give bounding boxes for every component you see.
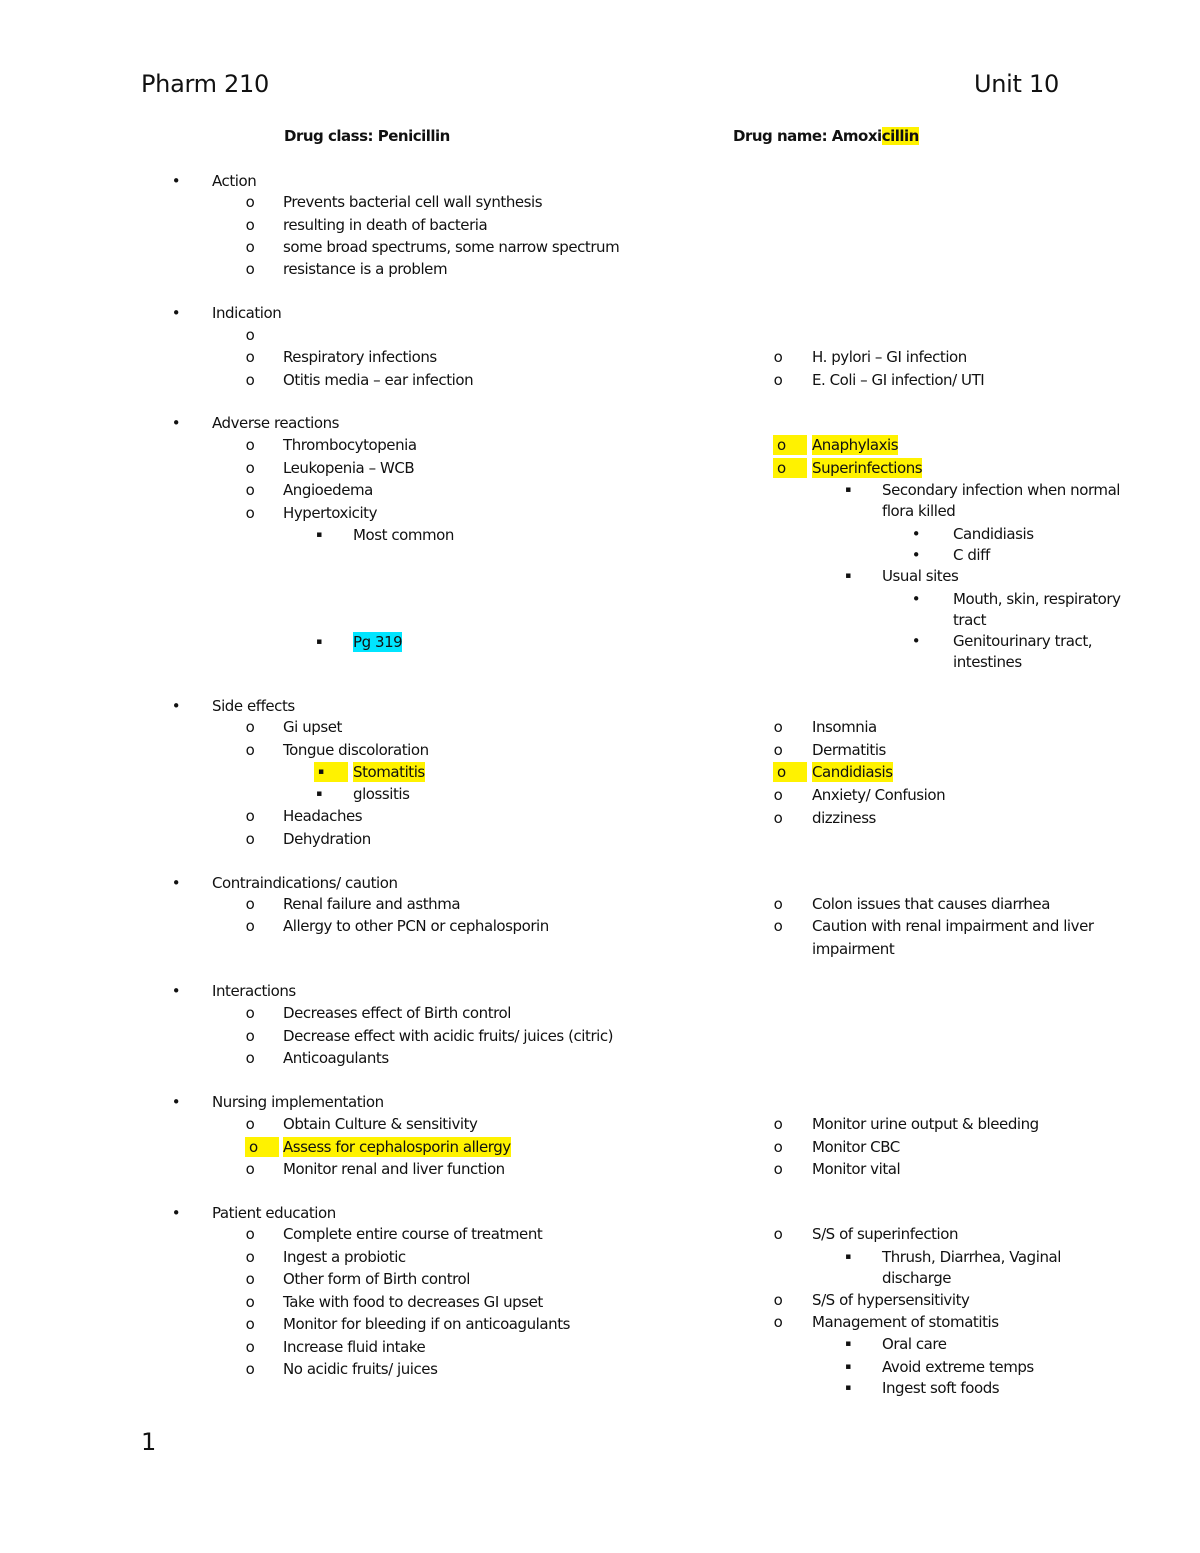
circle-bullet-icon: o <box>773 458 807 478</box>
list-item <box>0 631 1200 651</box>
circle-bullet-icon: o <box>245 741 255 759</box>
list-item-text: Monitor urine output & bleeding <box>812 1115 1039 1133</box>
circle-bullet-icon: o <box>773 895 783 913</box>
list-item-text: Leukopenia – WCB <box>283 459 415 477</box>
unit-title: Unit 10 <box>974 70 1059 98</box>
list-item <box>0 1357 1200 1377</box>
list-item-text: glossitis <box>353 785 410 803</box>
circle-bullet-icon: o <box>773 718 783 736</box>
list-item <box>0 545 1200 565</box>
list-item-text: Monitor for bleeding if on anticoagulants <box>283 1315 570 1333</box>
list-item-text: H. pylori – GI infection <box>812 348 967 366</box>
list-item-text: Take with food to decreases GI upset <box>283 1293 543 1311</box>
square-bullet-icon: ▪ <box>845 485 851 495</box>
list-item-text: Complete entire course of treatment <box>283 1225 543 1243</box>
list-item <box>0 1003 1200 1023</box>
list-item-text: Genitourinary tract, <box>953 632 1093 650</box>
bullet-icon: • <box>911 546 921 564</box>
circle-bullet-icon: o <box>245 436 255 454</box>
list-item <box>0 589 1200 609</box>
list-item-text: tract <box>953 611 987 629</box>
square-bullet-icon: ▪ <box>316 530 322 540</box>
list-item-text: Thrombocytopenia <box>283 436 417 454</box>
list-item-text: Decrease effect with acidic fruits/ juices (citric) <box>283 1027 614 1045</box>
circle-bullet-icon: o <box>773 435 807 455</box>
circle-bullet-icon: o <box>245 807 255 825</box>
bullet-icon: • <box>911 525 921 543</box>
list-item-text: dizziness <box>812 809 876 827</box>
circle-bullet-icon: o <box>773 371 783 389</box>
square-bullet-icon: ▪ <box>316 789 322 799</box>
circle-bullet-icon: o <box>773 741 783 759</box>
list-item-text: Oral care <box>882 1335 947 1353</box>
list-item-text: Headaches <box>283 807 363 825</box>
list-item <box>0 939 1200 959</box>
list-item <box>0 610 1200 630</box>
list-item <box>0 1290 1200 1310</box>
list-item <box>0 1334 1200 1354</box>
list-item <box>0 1026 1200 1046</box>
list-item-text: Respiratory infections <box>283 348 437 366</box>
circle-bullet-icon: o <box>245 718 255 736</box>
drug-name-highlight: cillin <box>881 127 919 145</box>
list-item-text: Nursing implementation <box>212 1093 384 1111</box>
list-item <box>0 347 1200 367</box>
list-item <box>0 762 1200 782</box>
list-item-text: E. Coli – GI infection/ UTI <box>812 371 985 389</box>
circle-bullet-icon: o <box>245 1004 255 1022</box>
bullet-icon: • <box>171 1204 181 1222</box>
list-item-text: Allergy to other PCN or cephalosporin <box>283 917 549 935</box>
list-item-text: Dehydration <box>283 830 371 848</box>
square-bullet-icon: ▪ <box>845 1383 851 1393</box>
circle-bullet-icon: o <box>773 762 807 782</box>
circle-bullet-icon: o <box>773 348 783 366</box>
list-item <box>0 981 1200 1001</box>
list-item-text: resistance is a problem <box>283 260 448 278</box>
list-item-text: some broad spectrums, some narrow spectrum <box>283 238 620 256</box>
list-item <box>0 1159 1200 1179</box>
list-item <box>0 873 1200 893</box>
circle-bullet-icon: o <box>773 1115 783 1133</box>
list-item <box>0 717 1200 737</box>
list-item-text: Secondary infection when normal <box>882 481 1121 499</box>
list-item-text: Otitis media – ear infection <box>283 371 474 389</box>
list-item <box>0 501 1200 521</box>
list-item <box>0 1048 1200 1068</box>
drug-class: Drug class: Penicillin <box>284 127 450 145</box>
bullet-icon: • <box>171 697 181 715</box>
list-item-text: resulting in death of bacteria <box>283 216 488 234</box>
list-item <box>0 1114 1200 1134</box>
circle-bullet-icon: o <box>245 1115 255 1133</box>
circle-bullet-icon: o <box>773 1138 783 1156</box>
list-item <box>0 171 1200 191</box>
list-item-text: Increase fluid intake <box>283 1338 426 1356</box>
circle-bullet-icon: o <box>245 1027 255 1045</box>
list-item <box>0 696 1200 716</box>
list-item-text: Most common <box>353 526 454 544</box>
list-item-text: Anaphylaxis <box>812 436 899 454</box>
circle-bullet-icon: o <box>773 786 783 804</box>
list-item <box>0 652 1200 672</box>
square-bullet-icon: ▪ <box>316 637 322 647</box>
square-bullet-icon: ▪ <box>845 1252 851 1262</box>
circle-bullet-icon: o <box>773 809 783 827</box>
bullet-icon: • <box>911 590 921 608</box>
list-item-text: Monitor vital <box>812 1160 901 1178</box>
list-item-text: Indication <box>212 304 282 322</box>
list-item-text: Other form of Birth control <box>283 1270 470 1288</box>
circle-bullet-icon: o <box>245 1248 255 1266</box>
list-item-text: Decreases effect of Birth control <box>283 1004 511 1022</box>
circle-bullet-icon: o <box>245 830 255 848</box>
drug-name-prefix: Drug name: Amoxi <box>733 127 882 145</box>
list-item-text: Avoid extreme temps <box>882 1358 1034 1376</box>
square-bullet-icon: ▪ <box>845 1362 851 1372</box>
circle-bullet-icon: o <box>245 917 255 935</box>
list-item-text: impairment <box>812 940 895 958</box>
list-item <box>0 259 1200 279</box>
bullet-icon: • <box>171 1093 181 1111</box>
list-item <box>0 435 1200 455</box>
bullet-icon: • <box>171 982 181 1000</box>
list-item <box>0 413 1200 433</box>
circle-bullet-icon: o <box>245 1160 255 1178</box>
circle-bullet-icon: o <box>773 917 783 935</box>
list-item-text: Usual sites <box>882 567 959 585</box>
list-item-text: S/S of superinfection <box>812 1225 959 1243</box>
bullet-icon: • <box>171 304 181 322</box>
list-item-text: Colon issues that causes diarrhea <box>812 895 1050 913</box>
list-item-text: Monitor renal and liver function <box>283 1160 505 1178</box>
list-item-text: Side effects <box>212 697 295 715</box>
list-item-text: Gi upset <box>283 718 342 736</box>
list-item-text: Anxiety/ Confusion <box>812 786 946 804</box>
list-item-text: No acidic fruits/ juices <box>283 1360 438 1378</box>
list-item <box>0 1137 1200 1157</box>
list-item-text: discharge <box>882 1269 952 1287</box>
circle-bullet-icon: o <box>773 1313 783 1331</box>
list-item <box>0 785 1200 805</box>
list-item <box>0 1247 1200 1267</box>
square-bullet-icon: ▪ <box>845 571 851 581</box>
list-item <box>0 894 1200 914</box>
course-title: Pharm 210 <box>141 70 269 98</box>
list-item-text: Management of stomatitis <box>812 1313 999 1331</box>
circle-bullet-icon: o <box>245 238 255 256</box>
list-item <box>0 916 1200 936</box>
list-item <box>0 1378 1200 1398</box>
circle-bullet-icon: o <box>773 1160 783 1178</box>
list-item-text: Hypertoxicity <box>283 504 378 522</box>
list-item-text: Dermatitis <box>812 741 886 759</box>
list-item-text: Angioedema <box>283 481 373 499</box>
list-item <box>0 1092 1200 1112</box>
list-item <box>0 1224 1200 1244</box>
bullet-icon: • <box>171 172 181 190</box>
page-number: 1 <box>141 1428 157 1456</box>
circle-bullet-icon: o <box>773 1291 783 1309</box>
list-item <box>0 1203 1200 1223</box>
circle-bullet-icon: o <box>245 1225 255 1243</box>
list-item-text: Prevents bacterial cell wall synthesis <box>283 193 543 211</box>
circle-bullet-icon: o <box>245 348 255 366</box>
list-item-text: Obtain Culture & sensitivity <box>283 1115 478 1133</box>
list-item-text: Ingest a probiotic <box>283 1248 406 1266</box>
list-item <box>0 566 1200 586</box>
list-item-text: Ingest soft foods <box>882 1379 1000 1397</box>
list-item <box>0 237 1200 257</box>
list-item <box>0 1312 1200 1332</box>
list-item <box>0 215 1200 235</box>
list-item-text: Anticoagulants <box>283 1049 389 1067</box>
list-item-text: flora killed <box>882 502 956 520</box>
circle-bullet-icon: o <box>245 1049 255 1067</box>
bullet-icon: • <box>171 874 181 892</box>
list-item-text: Contraindications/ caution <box>212 874 398 892</box>
list-item-text: Insomnia <box>812 718 877 736</box>
list-item <box>0 458 1200 478</box>
list-item-text: intestines <box>953 653 1022 671</box>
circle-bullet-icon: o <box>245 459 255 477</box>
list-item-text: Patient education <box>212 1204 336 1222</box>
list-item-text: Tongue discoloration <box>283 741 429 759</box>
list-item-text: Thrush, Diarrhea, Vaginal <box>882 1248 1061 1266</box>
list-item <box>0 1268 1200 1288</box>
list-item-text: Assess for cephalosporin allergy <box>283 1138 511 1156</box>
list-item-text: Superinfections <box>812 459 923 477</box>
list-item <box>0 480 1200 500</box>
list-item <box>0 808 1200 828</box>
circle-bullet-icon: o <box>245 216 255 234</box>
list-item-text: Adverse reactions <box>212 414 340 432</box>
circle-bullet-icon: o <box>245 1137 279 1157</box>
circle-bullet-icon: o <box>245 260 255 278</box>
circle-bullet-icon: o <box>245 193 255 211</box>
list-item <box>0 370 1200 390</box>
list-item-text: C diff <box>953 546 990 564</box>
list-item <box>0 740 1200 760</box>
list-item-text: S/S of hypersensitivity <box>812 1291 970 1309</box>
square-bullet-icon: ▪ <box>314 762 348 782</box>
list-item-text: Mouth, skin, respiratory <box>953 590 1121 608</box>
list-item-text: Interactions <box>212 982 296 1000</box>
circle-bullet-icon: o <box>245 1338 255 1356</box>
list-item-text: Pg 319 <box>353 633 403 651</box>
list-item-text: Stomatitis <box>353 763 425 781</box>
circle-bullet-icon: o <box>773 1225 783 1243</box>
list-item-text: Candidiasis <box>953 525 1034 543</box>
circle-bullet-icon: o <box>245 1360 255 1378</box>
circle-bullet-icon: o <box>245 504 255 522</box>
list-item-text: Monitor CBC <box>812 1138 900 1156</box>
circle-bullet-icon: o <box>245 1270 255 1288</box>
list-item-text: Renal failure and asthma <box>283 895 461 913</box>
circle-bullet-icon: o <box>245 1315 255 1333</box>
list-item <box>0 524 1200 544</box>
list-item-text: Caution with renal impairment and liver <box>812 917 1094 935</box>
list-item <box>0 192 1200 212</box>
circle-bullet-icon: o <box>245 371 255 389</box>
circle-bullet-icon: o <box>245 895 255 913</box>
circle-bullet-icon: o <box>245 481 255 499</box>
list-item <box>0 829 1200 849</box>
circle-bullet-icon: o <box>245 326 255 344</box>
list-item-text: Action <box>212 172 257 190</box>
square-bullet-icon: ▪ <box>845 1339 851 1349</box>
bullet-icon: • <box>911 632 921 650</box>
drug-name <box>733 127 919 145</box>
list-item <box>0 325 1200 345</box>
list-item <box>0 303 1200 323</box>
bullet-icon: • <box>171 414 181 432</box>
list-item-text: Candidiasis <box>812 763 893 781</box>
circle-bullet-icon: o <box>245 1293 255 1311</box>
